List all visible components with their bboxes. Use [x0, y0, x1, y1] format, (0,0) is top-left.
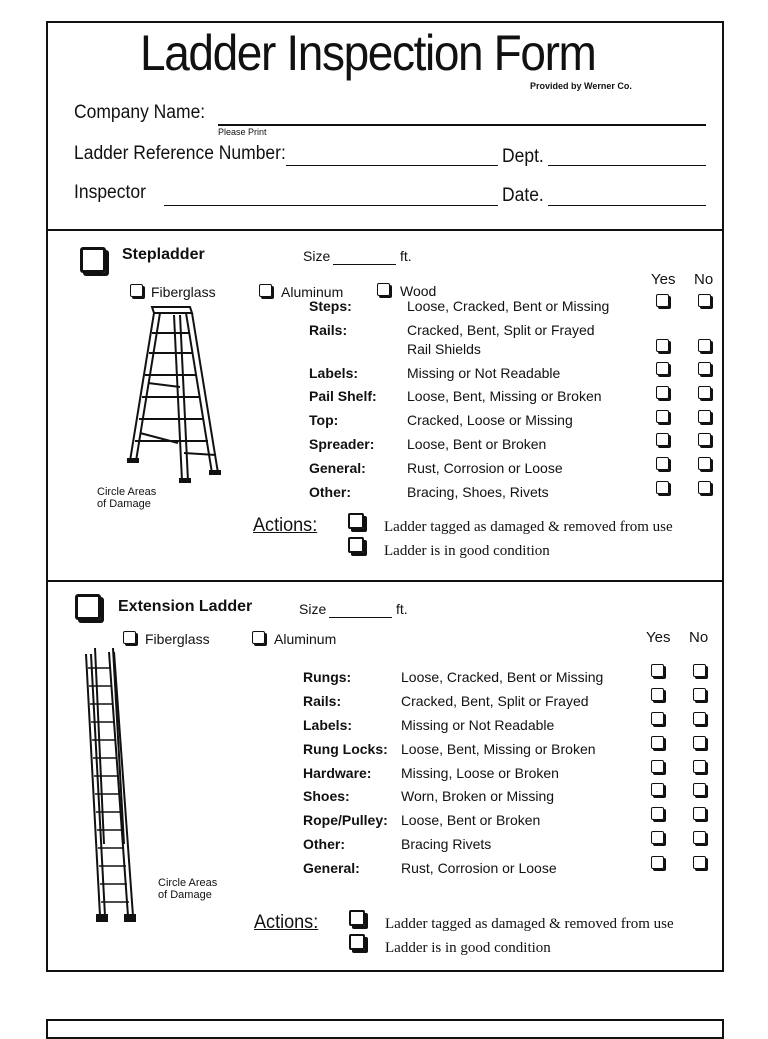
stepladder-aluminum-checkbox[interactable]	[259, 284, 272, 297]
extension-row-no-checkbox[interactable]	[693, 831, 706, 844]
extension-row-no-checkbox[interactable]	[693, 760, 706, 773]
reference-field[interactable]	[286, 165, 498, 166]
extension-row-issue: Bracing Rivets	[401, 836, 492, 852]
stepladder-row-label: Top:	[309, 412, 339, 428]
stepladder-row-issue: Loose, Bent, Missing or Broken	[407, 388, 602, 404]
extension-row-label: Hardware:	[303, 765, 372, 781]
extension-row-yes-checkbox[interactable]	[651, 783, 664, 796]
stepladder-row-no-checkbox[interactable]	[698, 362, 711, 375]
extension-row-issue: Worn, Broken or Missing	[401, 788, 555, 804]
extension-yes-header: Yes	[646, 629, 671, 646]
extension-row-yes-checkbox[interactable]	[651, 831, 664, 844]
extension-row-yes-checkbox[interactable]	[651, 712, 664, 725]
stepladder-row-label: Pail Shelf:	[309, 388, 377, 404]
extension-circle-note-2: of Damage	[158, 889, 212, 901]
stepladder-no-header: No	[694, 271, 714, 288]
stepladder-good-checkbox[interactable]	[348, 537, 364, 553]
extension-row-issue: Cracked, Bent, Split or Frayed	[401, 693, 589, 709]
extension-row-yes-checkbox[interactable]	[651, 807, 664, 820]
company-field[interactable]	[218, 124, 706, 126]
stepladder-fiberglass-checkbox[interactable]	[130, 284, 143, 297]
extension-no-header: No	[689, 629, 709, 646]
stepladder-damaged-checkbox[interactable]	[348, 513, 364, 529]
stepladder-row-label: General:	[309, 460, 366, 476]
extension-row-yes-checkbox[interactable]	[651, 736, 664, 749]
extension-aluminum-label: Aluminum	[274, 631, 337, 647]
stepladder-row-yes-checkbox[interactable]	[656, 386, 669, 399]
extension-row-label: Rung Locks:	[303, 741, 388, 757]
section-divider	[46, 229, 724, 231]
extension-row-no-checkbox[interactable]	[693, 856, 706, 869]
extension-row-label: Rungs:	[303, 669, 352, 685]
stepladder-row-label: Labels:	[309, 365, 359, 381]
extension-row-issue: Loose, Bent or Broken	[401, 812, 541, 828]
extension-row-label: Labels:	[303, 717, 353, 733]
extension-actions-label: Actions:	[254, 912, 319, 933]
extension-row-label: Rope/Pulley:	[303, 812, 388, 828]
extension-row-label: Other:	[303, 836, 345, 852]
stepladder-size-unit: ft.	[400, 248, 412, 264]
extension-row-label: General:	[303, 860, 360, 876]
extension-row-issue: Missing or Not Readable	[401, 717, 555, 733]
extension-row-no-checkbox[interactable]	[693, 783, 706, 796]
stepladder-row-issue-2: Rail Shields	[407, 341, 481, 357]
stepladder-size-field[interactable]	[333, 264, 396, 265]
inspector-field[interactable]	[164, 205, 498, 206]
extension-row-yes-checkbox[interactable]	[651, 856, 664, 869]
extension-row-no-checkbox[interactable]	[693, 688, 706, 701]
stepladder-wood-label: Wood	[400, 283, 437, 299]
extension-row-yes-checkbox[interactable]	[651, 760, 664, 773]
provided-by: Provided by Werner Co.	[530, 81, 632, 91]
stepladder-row-issue: Missing or Not Readable	[407, 365, 561, 381]
extension-row-no-checkbox[interactable]	[693, 712, 706, 725]
extension-ladder-illustration	[78, 644, 140, 928]
stepladder-good-label: Ladder is in good condition	[384, 543, 550, 559]
stepladder-row-no-checkbox[interactable]	[698, 386, 711, 399]
stepladder-fiberglass-label: Fiberglass	[151, 284, 216, 300]
stepladder-row-yes-checkbox[interactable]	[656, 457, 669, 470]
extension-size-field[interactable]	[329, 617, 392, 618]
stepladder-circle-note-1: Circle Areas	[97, 486, 157, 498]
section-divider	[46, 580, 724, 582]
extension-title: Extension Ladder	[118, 598, 253, 615]
stepladder-aluminum-label: Aluminum	[281, 284, 344, 300]
stepladder-circle-note-2: of Damage	[97, 498, 151, 510]
stepladder-title: Stepladder	[122, 246, 205, 263]
extension-row-issue: Rust, Corrosion or Loose	[401, 860, 557, 876]
stepladder-row-yes-checkbox[interactable]	[656, 362, 669, 375]
extension-damaged-label: Ladder tagged as damaged & removed from use	[385, 916, 674, 932]
stepladder-row-yes-checkbox[interactable]	[656, 433, 669, 446]
stepladder-size-label: Size	[303, 248, 331, 264]
extension-row-yes-checkbox[interactable]	[651, 664, 664, 677]
date-field[interactable]	[548, 205, 706, 206]
stepladder-row-issue: Rust, Corrosion or Loose	[407, 460, 563, 476]
stepladder-row-no-checkbox[interactable]	[698, 339, 711, 352]
stepladder-row-label: Steps:	[309, 298, 352, 314]
stepladder-wood-checkbox[interactable]	[377, 283, 390, 296]
stepladder-row-yes-checkbox[interactable]	[656, 294, 669, 307]
stepladder-row-no-checkbox[interactable]	[698, 433, 711, 446]
dept-field[interactable]	[548, 165, 706, 166]
extension-row-issue: Missing, Loose or Broken	[401, 765, 559, 781]
extension-size-label: Size	[299, 601, 327, 617]
stepladder-row-yes-checkbox[interactable]	[656, 481, 669, 494]
extension-row-no-checkbox[interactable]	[693, 664, 706, 677]
extension-row-label: Shoes:	[303, 788, 350, 804]
stepladder-row-issue: Loose, Cracked, Bent or Missing	[407, 298, 610, 314]
stepladder-row-issue: Cracked, Bent, Split or Frayed	[407, 322, 595, 338]
dept-label: Dept.	[502, 146, 544, 167]
extension-checkbox[interactable]	[75, 594, 101, 620]
stepladder-row-issue: Cracked, Loose or Missing	[407, 412, 573, 428]
stepladder-yes-header: Yes	[651, 271, 676, 288]
stepladder-row-no-checkbox[interactable]	[698, 294, 711, 307]
next-page-frame	[46, 1019, 724, 1039]
stepladder-row-issue: Loose, Bent or Broken	[407, 436, 547, 452]
extension-damaged-checkbox[interactable]	[349, 910, 365, 926]
extension-good-label: Ladder is in good condition	[385, 940, 551, 956]
stepladder-row-label: Spreader:	[309, 436, 375, 452]
extension-fiberglass-checkbox[interactable]	[123, 631, 136, 644]
page-title: Ladder Inspection Form	[140, 25, 596, 81]
extension-row-no-checkbox[interactable]	[693, 736, 706, 749]
extension-aluminum-checkbox[interactable]	[252, 631, 265, 644]
date-label: Date.	[502, 185, 544, 206]
extension-size-unit: ft.	[396, 601, 408, 617]
extension-row-yes-checkbox[interactable]	[651, 688, 664, 701]
extension-row-issue: Loose, Bent, Missing or Broken	[401, 741, 596, 757]
stepladder-row-label: Rails:	[309, 322, 348, 338]
stepladder-row-yes-checkbox[interactable]	[656, 339, 669, 352]
inspector-label: Inspector	[74, 182, 146, 203]
extension-fiberglass-label: Fiberglass	[145, 631, 210, 647]
stepladder-checkbox[interactable]	[80, 247, 106, 273]
extension-circle-note-1: Circle Areas	[158, 877, 218, 889]
stepladder-row-no-checkbox[interactable]	[698, 481, 711, 494]
stepladder-row-label: Other:	[309, 484, 351, 500]
stepladder-illustration	[122, 303, 237, 485]
reference-label: Ladder Reference Number:	[74, 143, 286, 164]
stepladder-row-yes-checkbox[interactable]	[656, 410, 669, 423]
extension-row-no-checkbox[interactable]	[693, 807, 706, 820]
stepladder-row-no-checkbox[interactable]	[698, 410, 711, 423]
company-label: Company Name:	[74, 102, 206, 123]
extension-good-checkbox[interactable]	[349, 934, 365, 950]
stepladder-row-no-checkbox[interactable]	[698, 457, 711, 470]
extension-row-issue: Loose, Cracked, Bent or Missing	[401, 669, 604, 685]
stepladder-damaged-label: Ladder tagged as damaged & removed from use	[384, 519, 673, 535]
stepladder-actions-label: Actions:	[253, 515, 318, 536]
extension-row-label: Rails:	[303, 693, 342, 709]
stepladder-row-issue: Bracing, Shoes, Rivets	[407, 484, 549, 500]
please-print-note: Please Print	[218, 127, 267, 137]
